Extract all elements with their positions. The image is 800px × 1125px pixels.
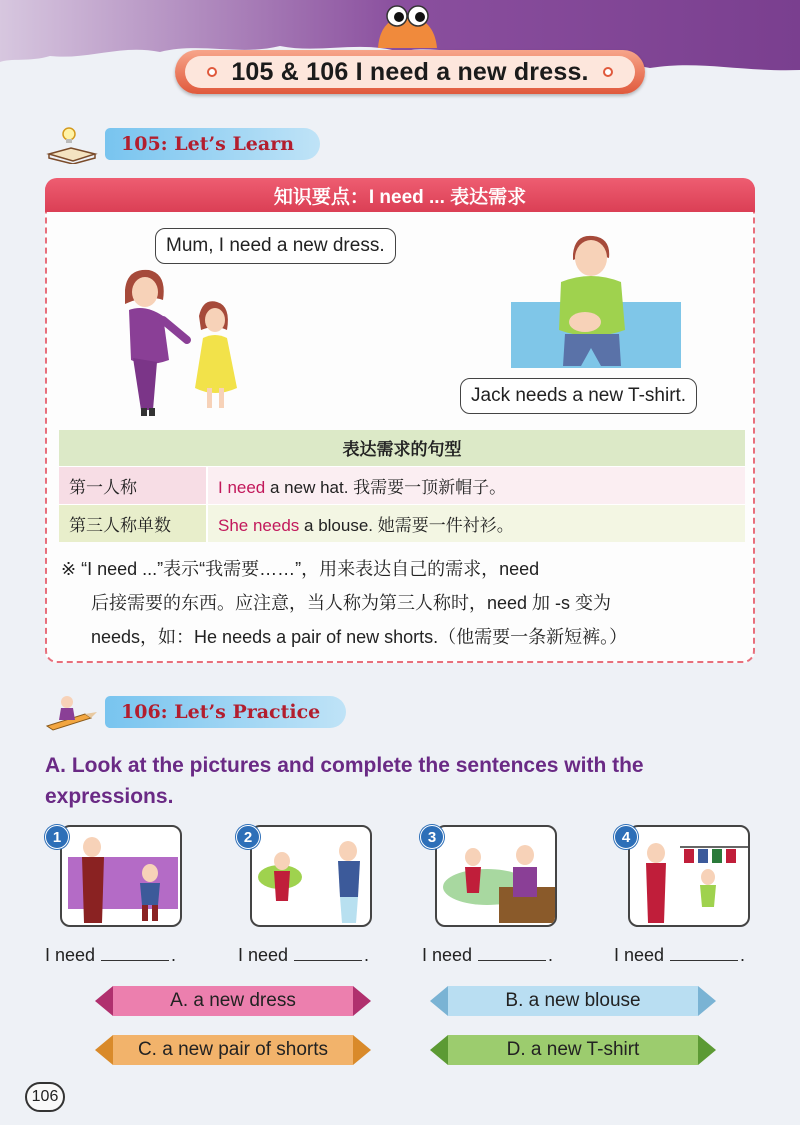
table-cell-person: 第三人称单数 (59, 504, 207, 542)
pencil-child-icon (45, 692, 101, 732)
exercise-instruction: A. Look at the pictures and complete the sentences with the expressions. (45, 754, 644, 808)
exercise-picture-1 (60, 825, 182, 927)
fill-in-sentence-4: I need . (614, 945, 746, 965)
caption-jack: Jack needs a new T-shirt. (460, 378, 697, 414)
fill-in-sentence-1: I need . (45, 945, 177, 965)
grammar-note (61, 552, 751, 654)
option-d[interactable]: D. a new T-shirt (430, 1035, 716, 1065)
section-label: 105: Let’s Learn (121, 133, 295, 155)
picture-illustration (252, 827, 372, 927)
table-cell-example: I need a new hat. 我需要一顶新帽子。 (207, 466, 745, 504)
exercise-picture-3 (435, 825, 557, 927)
picture-illustration (62, 827, 182, 927)
arrow-right-icon (698, 986, 716, 1016)
bullet-dot-icon (207, 67, 217, 77)
title-banner (175, 50, 645, 94)
knowledge-box-title: 知识要点：I need ... 表达需求 (45, 178, 755, 212)
arrow-left-icon (430, 986, 448, 1016)
option-a[interactable]: A. a new dress (95, 986, 371, 1016)
note-line: 后接需要的东西。应注意，当人称为第三人称时，need 加 -s 变为 (91, 593, 612, 613)
picture-number-badge: 3 (420, 825, 444, 849)
mother-daughter-illustration (87, 260, 267, 420)
jack-illustration (509, 230, 709, 370)
arrow-left-icon (430, 1035, 448, 1065)
table-cell-person: 第一人称 (59, 466, 207, 504)
section-label: 106: Let’s Practice (121, 701, 321, 723)
answer-blank[interactable] (101, 945, 169, 961)
table-header: 表达需求的句型 (59, 430, 745, 466)
exercise-picture-2 (250, 825, 372, 927)
arrow-left-icon (95, 1035, 113, 1065)
knowledge-box (45, 178, 755, 663)
answer-blank[interactable] (478, 945, 546, 961)
sentence-pattern-table (59, 430, 745, 542)
bullet-dot-icon (603, 67, 613, 77)
picture-number-badge: 2 (236, 825, 260, 849)
exercise-picture-4 (628, 825, 750, 927)
mascot-eyes-icon (370, 0, 445, 48)
table-cell-example: She needs a blouse. 她需要一件衬衫。 (207, 504, 745, 542)
fill-in-sentence-3: I need . (422, 945, 554, 965)
arrow-right-icon (353, 986, 371, 1016)
arrow-right-icon (353, 1035, 371, 1065)
picture-illustration (437, 827, 557, 927)
page-title: 105 & 106 I need a new dress. (231, 57, 589, 86)
speech-bubble-girl: Mum, I need a new dress. (155, 228, 396, 264)
page-number: 106 (25, 1082, 65, 1112)
section-header-practice (45, 692, 346, 732)
book-lightbulb-icon (45, 124, 101, 164)
fill-in-sentence-2: I need . (238, 945, 370, 965)
answer-blank[interactable] (670, 945, 738, 961)
picture-number-badge: 1 (45, 825, 69, 849)
picture-illustration (630, 827, 750, 927)
arrow-left-icon (95, 986, 113, 1016)
option-c[interactable]: C. a new pair of shorts (95, 1035, 371, 1065)
answer-blank[interactable] (294, 945, 362, 961)
option-b[interactable]: B. a new blouse (430, 986, 716, 1016)
note-line: needs，如：He needs a pair of new shorts.（他需要一条新短裤。） (91, 627, 628, 647)
arrow-right-icon (698, 1035, 716, 1065)
table-row (59, 466, 745, 504)
section-header-learn (45, 124, 320, 164)
picture-number-badge: 4 (614, 825, 638, 849)
note-line: ※ “I need ...”表示“我需要……”，用来表达自己的需求，need (61, 559, 540, 579)
table-row (59, 504, 745, 542)
